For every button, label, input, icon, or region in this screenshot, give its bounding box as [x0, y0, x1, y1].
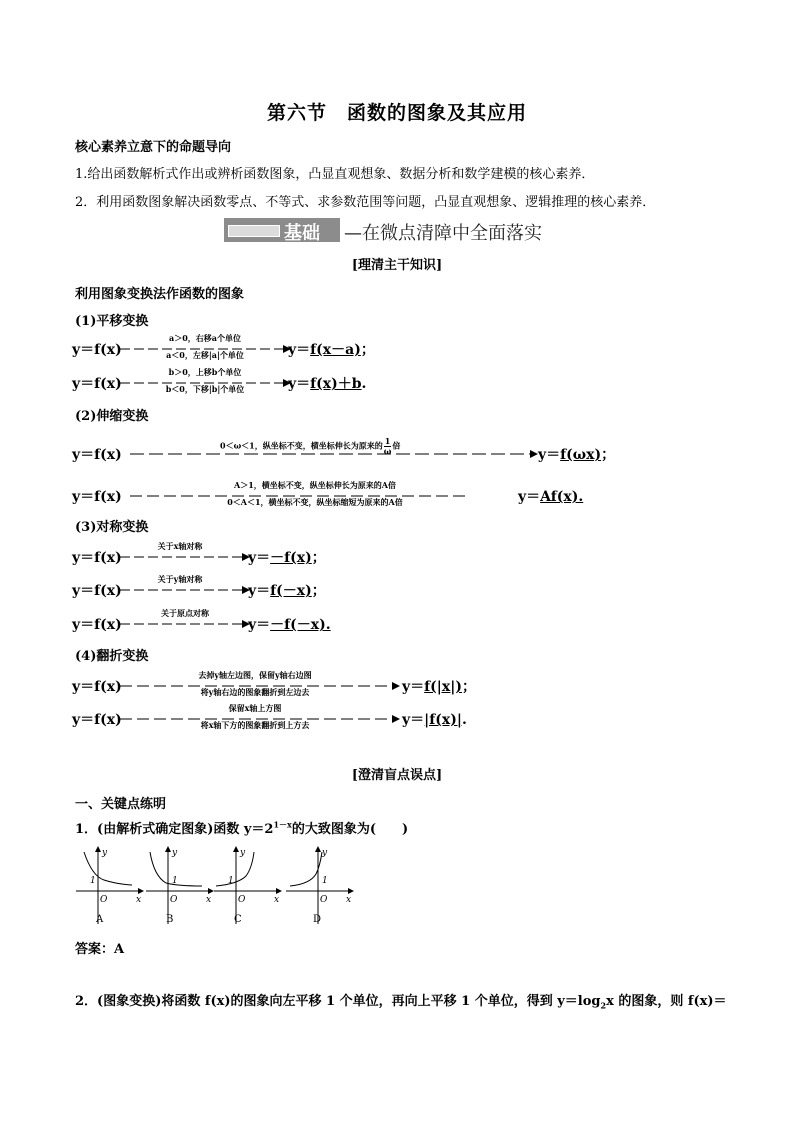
section-heading-2: [澄清盲点误点]	[351, 768, 443, 783]
translate-heading: (1)平移变换	[75, 314, 149, 329]
symmetry-r2-top: 关于y轴对称	[157, 574, 203, 584]
symmetry-r1-answer: －f(x)	[270, 550, 312, 566]
stretch-r2-result: y＝Af(x).	[518, 489, 584, 505]
svg-text:x: x	[136, 895, 142, 905]
svg-text:x: x	[346, 895, 352, 905]
flip-r1-bot: 将y轴右边的图象翻折到左边去	[200, 687, 310, 697]
translate-r2-result: y＝f(x)＋b.	[288, 376, 367, 392]
graph-A	[74, 846, 144, 926]
banner-rest: —在微点清障中全面落实	[344, 223, 542, 244]
q1-stem: 1．(由解析式确定图象)函数 $y=2^{1-x}$的大致图象为( )	[75, 819, 409, 837]
svg-text:O: O	[100, 895, 108, 905]
flip-r2-top: 保留x轴上方图	[228, 703, 282, 713]
symmetry-r1-result: y＝－f(x)；	[248, 550, 326, 566]
svg-text:O: O	[320, 895, 328, 905]
page-title: 第六节 函数的图象及其应用	[266, 102, 527, 124]
flip-r1-result: y＝f(|x|)；	[402, 679, 476, 695]
graph-B	[144, 846, 214, 926]
symmetry-heading: (3)对称变换	[75, 520, 149, 535]
arrow	[120, 553, 260, 561]
graph-D	[284, 846, 354, 926]
core-heading: 核心素养立意下的命题导向	[75, 140, 232, 155]
stretch-r2-top: A＞1，横坐标不变，纵坐标伸长为原来的A倍	[234, 480, 396, 490]
stretch-r1-result: y＝f(ωx)；	[538, 447, 616, 463]
section-heading-1: [理清主干知识]	[351, 258, 443, 273]
svg-text:y: y	[240, 848, 246, 858]
topic-heading: 利用图象变换法作函数的图象	[75, 287, 245, 302]
svg-text:O: O	[238, 895, 246, 905]
svg-text:y: y	[322, 848, 328, 858]
svg-text:x: x	[274, 895, 280, 905]
flip-r2-bot: 将x轴下方的图象翻折到上方去	[200, 720, 310, 730]
banner-word: 基础	[284, 223, 320, 244]
symmetry-r1-top: 关于x轴对称	[157, 541, 203, 551]
svg-text:1: 1	[90, 876, 96, 886]
svg-text:O: O	[170, 895, 178, 905]
svg-text:1: 1	[228, 876, 234, 886]
core-item-2: 2．利用函数图象解决函数零点、不等式、求参数范围等问题，凸显直观想象、逻辑推理的核心素养．	[75, 195, 656, 210]
flip-heading: (4)翻折变换	[75, 649, 149, 664]
svg-text:y: y	[102, 848, 108, 858]
translate-r2-answer: f(x)＋b	[310, 376, 362, 392]
q2-stem: 2．(图象变换)将函数 f(x)的图象向左平移 1 个单位，再向上平移 1 个单位，得到 $y=\log_2x$ 的图象，则 f(x)＝	[75, 994, 727, 1011]
stretch-r2-left: y＝f(x)	[72, 489, 122, 505]
flip-r2-left: y＝f(x)	[72, 712, 122, 728]
stretch-heading: (2)伸缩变换	[75, 409, 149, 424]
symmetry-r2-result: y＝f(－x)；	[248, 583, 326, 599]
svg-text:A: A	[96, 914, 104, 925]
translate-r2-left: y＝f(x)	[72, 376, 122, 392]
stretch-r2-bot: 0＜A＜1，横坐标不变，纵坐标缩短为原来的A倍	[227, 497, 403, 507]
flip-r1-left: y＝f(x)	[72, 679, 122, 695]
svg-text:C: C	[234, 914, 242, 925]
stretch-r1-left: y＝f(x)	[72, 447, 122, 463]
svg-text:1: 1	[322, 876, 328, 886]
symmetry-r3-answer: －f(－x).	[270, 617, 331, 633]
arrow	[120, 620, 260, 628]
core-item-1: 1.给出函数解析式作出或辨析函数图象，凸显直观想象、数据分析和数学建模的核心素养．	[75, 167, 595, 182]
symmetry-r2-left: y＝f(x)	[72, 583, 122, 599]
flip-r1-answer: f(|x|)	[424, 679, 462, 695]
symmetry-r1-left: y＝f(x)	[72, 550, 122, 566]
translate-r2-top: b＞0，上移b个单位	[168, 367, 242, 377]
translate-r1-bot: a＜0，左移|a|个单位	[166, 350, 244, 360]
flip-r1-top: 去掉y轴左边图，保留y轴右边图	[198, 670, 312, 680]
svg-text:x: x	[206, 895, 212, 905]
translate-r1-result: y＝f(x－a)；	[288, 342, 375, 358]
translate-r2-bot: b＜0，下移|b|个单位	[165, 384, 245, 394]
symmetry-r2-answer: f(－x)	[270, 583, 312, 599]
graph-C	[212, 846, 282, 926]
svg-text:B: B	[166, 914, 174, 925]
arrow	[120, 586, 260, 594]
stretch-r2-answer: Af(x).	[540, 489, 584, 505]
flip-r2-answer: |f(x)|	[424, 712, 462, 728]
symmetry-r3-left: y＝f(x)	[72, 617, 122, 633]
translate-r1-answer: f(x－a)	[310, 342, 361, 358]
stretch-r1-top: 0＜ω＜1，纵坐标不变，横坐标伸长为原来的 $\frac{1}{\omega}$ 倍	[220, 436, 401, 456]
flip-r2-result: y＝|f(x)|.	[402, 712, 467, 728]
stretch-r1-answer: f(ωx)	[560, 447, 602, 463]
symmetry-r3-result: y＝－f(－x).	[248, 617, 331, 633]
symmetry-r3-top: 关于原点对称	[161, 608, 209, 618]
translate-r1-top: a＞0，右移a个单位	[169, 333, 241, 343]
part-heading-1: 一、关键点练明	[75, 797, 167, 812]
svg-text:D: D	[313, 914, 322, 925]
translate-r1-left: y＝f(x)	[72, 342, 122, 358]
svg-text:y: y	[172, 848, 178, 858]
q1-answer: 答案：A	[75, 942, 125, 957]
svg-text:1: 1	[172, 876, 178, 886]
